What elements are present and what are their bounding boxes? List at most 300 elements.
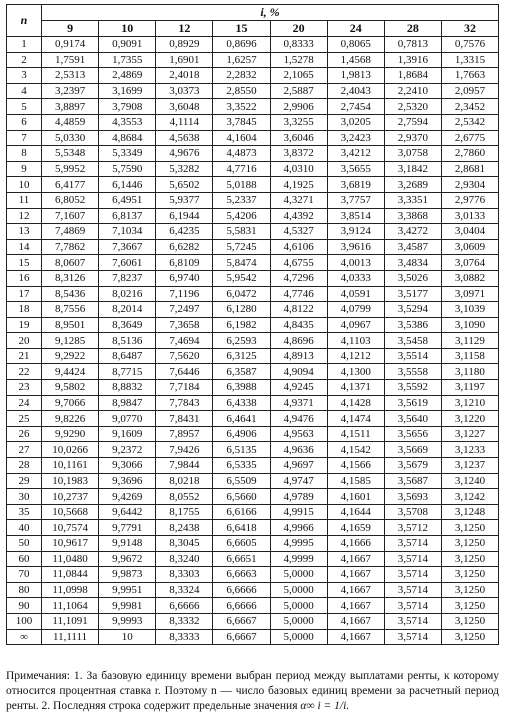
table-row	[7, 270, 499, 286]
cell-value: 3,5619	[384, 395, 441, 411]
cell-value: 5,0000	[270, 582, 327, 598]
table-row	[7, 114, 499, 130]
table-row	[7, 99, 499, 115]
cell-value: 4,8913	[270, 348, 327, 364]
cell-value: 5,9952	[42, 161, 99, 177]
cell-value: 2,6775	[441, 130, 498, 146]
cell-n: 12	[7, 208, 42, 224]
cell-value: 4,1428	[327, 395, 384, 411]
cell-value: 2,4043	[327, 83, 384, 99]
cell-value: 6,4338	[213, 395, 270, 411]
cell-value: 8,7715	[99, 364, 156, 380]
cell-value: 8,3332	[156, 613, 213, 629]
cell-value: 6,9740	[156, 270, 213, 286]
cell-value: 6,8052	[42, 192, 99, 208]
cell-value: 2,5320	[384, 99, 441, 115]
cell-value: 1,7663	[441, 68, 498, 84]
cell-value: 9,2372	[99, 442, 156, 458]
table-row	[7, 411, 499, 427]
cell-value: 3,1250	[441, 536, 498, 552]
cell-value: 5,6502	[156, 177, 213, 193]
cell-value: 7,2497	[156, 302, 213, 318]
cell-value: 3,5714	[384, 629, 441, 645]
cell-value: 4,1667	[327, 582, 384, 598]
cell-value: 4,9476	[270, 411, 327, 427]
table-row	[7, 161, 499, 177]
cell-value: 4,4873	[213, 146, 270, 162]
table-row	[7, 504, 499, 520]
cell-n: 2	[7, 52, 42, 68]
table-row	[7, 489, 499, 505]
cell-value: 3,1250	[441, 582, 498, 598]
cell-value: 7,6061	[99, 255, 156, 271]
cell-n: 25	[7, 411, 42, 427]
cell-value: 6,4951	[99, 192, 156, 208]
cell-value: 9,7066	[42, 395, 99, 411]
cell-value: 3,5669	[384, 442, 441, 458]
cell-n: 80	[7, 582, 42, 598]
cell-value: 6,6666	[213, 598, 270, 614]
cell-value: 2,4869	[99, 68, 156, 84]
cell-value: 4,9999	[270, 551, 327, 567]
cell-value: 8,3126	[42, 270, 99, 286]
cell-n: 21	[7, 348, 42, 364]
cell-value: 4,1542	[327, 442, 384, 458]
cell-value: 0,8333	[270, 37, 327, 53]
cell-value: 6,6666	[213, 582, 270, 598]
cell-n: 15	[7, 255, 42, 271]
header-rate-28: 28	[384, 21, 441, 37]
cell-value: 3,1842	[384, 161, 441, 177]
cell-value: 3,1699	[99, 83, 156, 99]
cell-value: 3,4587	[384, 239, 441, 255]
cell-value: 4,1585	[327, 473, 384, 489]
cell-value: 10	[99, 629, 156, 645]
cell-n: 10	[7, 177, 42, 193]
table-row	[7, 582, 499, 598]
cell-value: 3,5514	[384, 348, 441, 364]
cell-value: 3,1210	[441, 395, 498, 411]
cell-value: 5,3349	[99, 146, 156, 162]
cell-value: 3,0758	[384, 146, 441, 162]
cell-value: 3,1250	[441, 520, 498, 536]
cell-value: 9,5802	[42, 380, 99, 396]
table-row	[7, 380, 499, 396]
cell-value: 8,3303	[156, 567, 213, 583]
cell-n: 4	[7, 83, 42, 99]
cell-value: 2,1065	[270, 68, 327, 84]
cell-value: 3,1197	[441, 380, 498, 396]
cell-value: 8,3240	[156, 551, 213, 567]
cell-value: 3,1250	[441, 629, 498, 645]
cell-value: 6,6605	[213, 536, 270, 552]
cell-value: 4,5638	[156, 130, 213, 146]
cell-value: 5,0188	[213, 177, 270, 193]
cell-n: 50	[7, 536, 42, 552]
cell-value: 4,9697	[270, 458, 327, 474]
cell-value: 3,5026	[384, 270, 441, 286]
cell-value: 8,3649	[99, 317, 156, 333]
cell-value: 6,3587	[213, 364, 270, 380]
cell-value: 1,5278	[270, 52, 327, 68]
cell-value: 7,5620	[156, 348, 213, 364]
cell-value: 4,0967	[327, 317, 384, 333]
cell-value: 2,9776	[441, 192, 498, 208]
cell-value: 7,8237	[99, 270, 156, 286]
cell-value: 1,3315	[441, 52, 498, 68]
cell-value: 6,4906	[213, 426, 270, 442]
cell-value: 6,4235	[156, 224, 213, 240]
cell-value: 11,0844	[42, 567, 99, 583]
cell-value: 3,1248	[441, 504, 498, 520]
cell-value: 3,0882	[441, 270, 498, 286]
table-row	[7, 130, 499, 146]
cell-n: 60	[7, 551, 42, 567]
cell-value: 2,7454	[327, 99, 384, 115]
cell-value: 6,6651	[213, 551, 270, 567]
cell-value: 1,9813	[327, 68, 384, 84]
header-rate: i, %	[42, 5, 499, 21]
cell-value: 2,2832	[213, 68, 270, 84]
cell-value: 8,8832	[99, 380, 156, 396]
cell-value: 7,7843	[156, 395, 213, 411]
cell-value: 4,6755	[270, 255, 327, 271]
cell-value: 3,1242	[441, 489, 498, 505]
cell-value: 4,1667	[327, 598, 384, 614]
cell-value: 10,1983	[42, 473, 99, 489]
cell-value: 10,0266	[42, 442, 99, 458]
cell-value: 3,8514	[327, 208, 384, 224]
cell-value: 4,1925	[270, 177, 327, 193]
cell-value: 6,1982	[213, 317, 270, 333]
table-row	[7, 598, 499, 614]
cell-value: 0,9091	[99, 37, 156, 53]
cell-n: 35	[7, 504, 42, 520]
cell-value: 9,6442	[99, 504, 156, 520]
cell-value: 3,9616	[327, 239, 384, 255]
cell-value: 4,4859	[42, 114, 99, 130]
table-row	[7, 83, 499, 99]
header-rate-15: 15	[213, 21, 270, 37]
cell-n: 28	[7, 458, 42, 474]
cell-value: 4,4392	[270, 208, 327, 224]
header-rate-12: 12	[156, 21, 213, 37]
cell-value: 3,5712	[384, 520, 441, 536]
cell-value: 11,1091	[42, 613, 99, 629]
cell-value: 4,1601	[327, 489, 384, 505]
cell-value: 7,7862	[42, 239, 99, 255]
cell-value: 4,1511	[327, 426, 384, 442]
cell-value: 3,0971	[441, 286, 498, 302]
cell-value: 3,5693	[384, 489, 441, 505]
cell-n: 14	[7, 239, 42, 255]
table-row	[7, 146, 499, 162]
cell-value: 4,8122	[270, 302, 327, 318]
cell-value: 11,1064	[42, 598, 99, 614]
cell-value: 3,1250	[441, 567, 498, 583]
cell-value: 9,9993	[99, 613, 156, 629]
cell-value: 3,1233	[441, 442, 498, 458]
cell-value: 3,5714	[384, 536, 441, 552]
cell-value: 4,8435	[270, 317, 327, 333]
cell-value: 6,8109	[156, 255, 213, 271]
cell-value: 3,5714	[384, 598, 441, 614]
cell-value: 9,1285	[42, 333, 99, 349]
cell-value: 4,9371	[270, 395, 327, 411]
cell-value: 0,7813	[384, 37, 441, 53]
cell-value: 4,0799	[327, 302, 384, 318]
cell-value: 4,9676	[156, 146, 213, 162]
cell-n: 20	[7, 333, 42, 349]
cell-value: 1,4568	[327, 52, 384, 68]
cell-value: 3,5458	[384, 333, 441, 349]
cell-value: 0,7576	[441, 37, 498, 53]
cell-value: 2,9906	[270, 99, 327, 115]
cell-value: 3,2423	[327, 130, 384, 146]
cell-value: 4,7716	[213, 161, 270, 177]
cell-value: 6,1446	[99, 177, 156, 193]
cell-value: 3,5177	[384, 286, 441, 302]
cell-value: 3,2689	[384, 177, 441, 193]
cell-n: 17	[7, 286, 42, 302]
cell-value: 8,2438	[156, 520, 213, 536]
cell-value: 3,1180	[441, 364, 498, 380]
cell-value: 3,5714	[384, 613, 441, 629]
table-row	[7, 551, 499, 567]
cell-value: 6,4641	[213, 411, 270, 427]
cell-value: 10,9617	[42, 536, 99, 552]
cell-value: 3,5386	[384, 317, 441, 333]
cell-value: 4,7296	[270, 270, 327, 286]
cell-value: 8,2014	[99, 302, 156, 318]
cell-n: 3	[7, 68, 42, 84]
cell-n: 70	[7, 567, 42, 583]
cell-value: 2,9304	[441, 177, 498, 193]
cell-value: 11,0480	[42, 551, 99, 567]
cell-value: 5,3282	[156, 161, 213, 177]
cell-value: 2,5887	[270, 83, 327, 99]
cell-value: 4,1371	[327, 380, 384, 396]
cell-n: 9	[7, 161, 42, 177]
cell-value: 11,1111	[42, 629, 99, 645]
cell-value: 3,3255	[270, 114, 327, 130]
table-row	[7, 364, 499, 380]
cell-value: 3,0205	[327, 114, 384, 130]
cell-value: 7,4694	[156, 333, 213, 349]
cell-value: 6,6667	[213, 613, 270, 629]
table-row	[7, 208, 499, 224]
cell-n: 23	[7, 380, 42, 396]
cell-value: 4,1667	[327, 613, 384, 629]
cell-value: 6,5660	[213, 489, 270, 505]
cell-value: 4,1666	[327, 536, 384, 552]
table-row	[7, 52, 499, 68]
cell-value: 4,1474	[327, 411, 384, 427]
annuity-factor-table	[6, 4, 499, 645]
table-row	[7, 224, 499, 240]
cell-value: 3,0373	[156, 83, 213, 99]
table-row	[7, 426, 499, 442]
table-row	[7, 317, 499, 333]
table-row	[7, 629, 499, 645]
table-row	[7, 536, 499, 552]
cell-value: 1,6257	[213, 52, 270, 68]
cell-value: 4,1212	[327, 348, 384, 364]
table-row	[7, 37, 499, 53]
cell-value: 5,5348	[42, 146, 99, 162]
cell-n: 29	[7, 473, 42, 489]
cell-value: 2,5313	[42, 68, 99, 84]
cell-value: 1,7355	[99, 52, 156, 68]
cell-value: 10,2737	[42, 489, 99, 505]
cell-value: 3,1250	[441, 613, 498, 629]
cell-value: 10,7574	[42, 520, 99, 536]
cell-value: 3,0764	[441, 255, 498, 271]
cell-value: 4,9915	[270, 504, 327, 520]
table-row	[7, 68, 499, 84]
cell-value: 1,7591	[42, 52, 99, 68]
cell-value: 3,6046	[270, 130, 327, 146]
cell-value: 3,1237	[441, 458, 498, 474]
table-row	[7, 395, 499, 411]
cell-value: 3,9124	[327, 224, 384, 240]
cell-value: 4,1300	[327, 364, 384, 380]
header-row-variable	[7, 5, 499, 21]
cell-value: 3,4212	[327, 146, 384, 162]
table-body	[7, 37, 499, 645]
cell-value: 0,8929	[156, 37, 213, 53]
cell-value: 4,1114	[156, 114, 213, 130]
cell-value: 6,8137	[99, 208, 156, 224]
cell-value: 4,1566	[327, 458, 384, 474]
cell-n: 100	[7, 613, 42, 629]
cell-value: 5,5831	[213, 224, 270, 240]
cell-value: 5,7245	[213, 239, 270, 255]
table-row	[7, 458, 499, 474]
notes	[6, 669, 499, 714]
cell-value: 3,1090	[441, 317, 498, 333]
cell-value: 9,9290	[42, 426, 99, 442]
cell-value: 9,4424	[42, 364, 99, 380]
table-row	[7, 286, 499, 302]
cell-value: 3,1220	[441, 411, 498, 427]
cell-value: 3,5558	[384, 364, 441, 380]
cell-n: 1	[7, 37, 42, 53]
cell-value: 3,5708	[384, 504, 441, 520]
cell-value: 9,0770	[99, 411, 156, 427]
cell-value: 2,3452	[441, 99, 498, 115]
table-row	[7, 567, 499, 583]
cell-value: 0,8065	[327, 37, 384, 53]
cell-value: 4,0333	[327, 270, 384, 286]
cell-value: 8,3045	[156, 536, 213, 552]
cell-value: 7,3658	[156, 317, 213, 333]
cell-value: 3,8372	[270, 146, 327, 162]
cell-value: 7,3667	[99, 239, 156, 255]
cell-value: 6,5335	[213, 458, 270, 474]
notes-formula: α∞ i = 1/i.	[300, 700, 350, 712]
cell-value: 2,4018	[156, 68, 213, 84]
cell-value: 4,1103	[327, 333, 384, 349]
cell-value: 3,5656	[384, 426, 441, 442]
cell-value: 4,1667	[327, 551, 384, 567]
cell-value: 9,4269	[99, 489, 156, 505]
cell-value: 4,3553	[99, 114, 156, 130]
cell-value: 7,1034	[99, 224, 156, 240]
table-row	[7, 473, 499, 489]
cell-value: 9,2922	[42, 348, 99, 364]
header-rate-10: 10	[99, 21, 156, 37]
cell-value: 6,1280	[213, 302, 270, 318]
cell-value: 4,9636	[270, 442, 327, 458]
cell-value: 10,5668	[42, 504, 99, 520]
cell-value: 4,9789	[270, 489, 327, 505]
cell-value: 10,1161	[42, 458, 99, 474]
cell-value: 3,1158	[441, 348, 498, 364]
cell-value: 9,3696	[99, 473, 156, 489]
cell-value: 3,7757	[327, 192, 384, 208]
cell-value: 4,8696	[270, 333, 327, 349]
cell-value: 4,9094	[270, 364, 327, 380]
header-row-rates	[7, 21, 499, 37]
cell-value: 4,0591	[327, 286, 384, 302]
cell-value: 6,0472	[213, 286, 270, 302]
cell-value: 3,3522	[213, 99, 270, 115]
cell-value: 6,5509	[213, 473, 270, 489]
cell-value: 9,7791	[99, 520, 156, 536]
cell-value: 8,5436	[42, 286, 99, 302]
cell-value: 4,0310	[270, 161, 327, 177]
cell-value: 9,9672	[99, 551, 156, 567]
table-row	[7, 613, 499, 629]
cell-value: 3,1129	[441, 333, 498, 349]
cell-value: 2,7594	[384, 114, 441, 130]
cell-value: 2,5342	[441, 114, 498, 130]
cell-value: 3,1227	[441, 426, 498, 442]
cell-value: 3,5687	[384, 473, 441, 489]
cell-value: 5,0000	[270, 598, 327, 614]
cell-value: 3,5714	[384, 567, 441, 583]
cell-n: 26	[7, 426, 42, 442]
cell-value: 11,0998	[42, 582, 99, 598]
cell-value: 6,1944	[156, 208, 213, 224]
table-row	[7, 239, 499, 255]
cell-value: 5,0000	[270, 613, 327, 629]
cell-value: 4,7746	[270, 286, 327, 302]
cell-value: 3,1039	[441, 302, 498, 318]
cell-n: ∞	[7, 629, 42, 645]
cell-value: 6,6282	[156, 239, 213, 255]
cell-value: 0,8696	[213, 37, 270, 53]
cell-value: 3,5592	[384, 380, 441, 396]
cell-value: 9,9873	[99, 567, 156, 583]
cell-value: 2,9370	[384, 130, 441, 146]
table-row	[7, 520, 499, 536]
cell-value: 6,4177	[42, 177, 99, 193]
table-row	[7, 348, 499, 364]
cell-value: 3,5640	[384, 411, 441, 427]
cell-value: 7,1607	[42, 208, 99, 224]
cell-value: 3,6819	[327, 177, 384, 193]
cell-value: 8,5136	[99, 333, 156, 349]
cell-value: 9,9981	[99, 598, 156, 614]
cell-value: 4,1659	[327, 520, 384, 536]
cell-value: 4,9563	[270, 426, 327, 442]
cell-value: 8,0218	[156, 473, 213, 489]
cell-value: 9,8226	[42, 411, 99, 427]
cell-value: 4,0013	[327, 255, 384, 271]
cell-n: 30	[7, 489, 42, 505]
